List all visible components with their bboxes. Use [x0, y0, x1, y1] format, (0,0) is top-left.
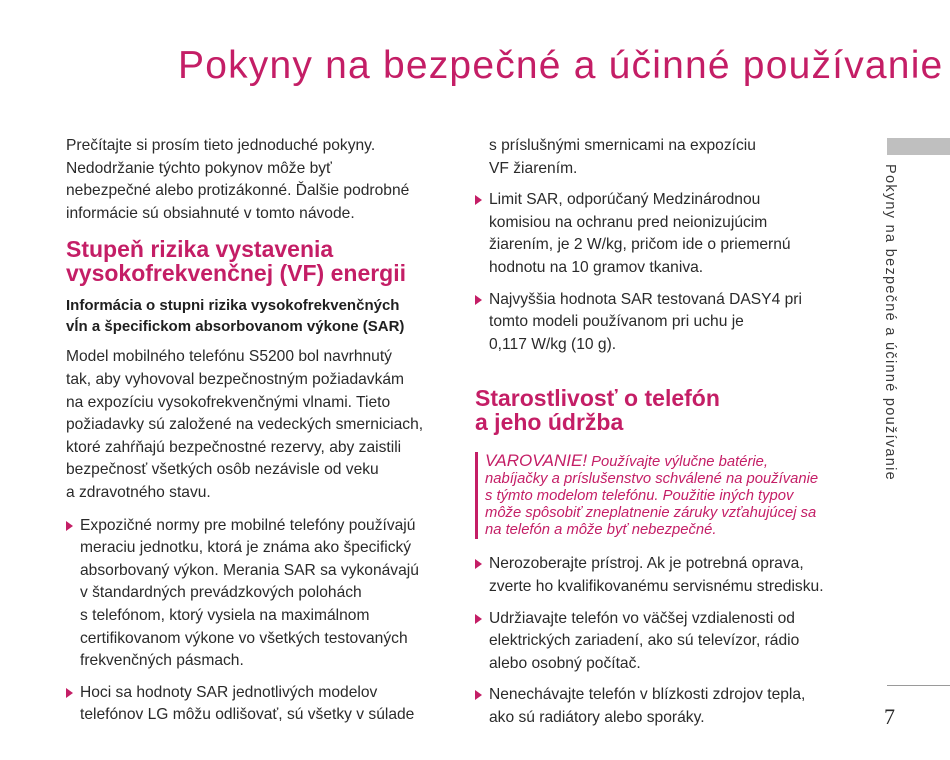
bullet-line: hodnotu na 10 gramov tkaniva.	[489, 258, 704, 276]
bullet-item	[475, 289, 850, 357]
page-number: 7	[884, 704, 895, 729]
bullet-arrow-icon	[475, 559, 482, 569]
bullet-line: tomto modeli používanom pri uchu je	[489, 313, 744, 331]
bullet-line: VF žiarením.	[489, 159, 578, 177]
section-heading-rf-exposure	[66, 237, 456, 285]
intro-line: Nedodržanie týchto pokynov môže byť	[66, 159, 332, 177]
warning-line: môže spôsobiť zneplatnenie záruky vzťahujúcej sa	[485, 505, 817, 522]
bullet-line: elektrických zariadení, ako sú televízor, rádio	[489, 632, 800, 650]
bullet-continuation	[475, 135, 850, 180]
bullet-arrow-icon	[475, 614, 482, 624]
bullet-item	[475, 608, 850, 676]
bullet-item	[475, 189, 850, 279]
heading-line: vysokofrekvenčnej (VF) energii	[66, 260, 407, 287]
warning-box	[475, 452, 850, 539]
bullet-line: komisiou na ochranu pred neionizujúcim	[489, 213, 768, 231]
heading-line: Stupeň rizika vystavenia	[66, 236, 334, 263]
sidebar-vertical-title: Pokyny na bezpečné a účinné používanie	[882, 164, 898, 482]
warning-line: nabíjačky a príslušenstvo schválené na používanie	[485, 471, 819, 488]
bullet-line: Nerozoberajte prístroj. Ak je potrebná oprava,	[489, 555, 804, 573]
bullet-line: absorbovaný výkon. Merania SAR sa vykonávajú	[80, 561, 419, 579]
bullet-line: meraciu jednotku, ktorá je známa ako špecifický	[80, 539, 412, 557]
page-number-rule	[887, 685, 950, 686]
bullet-line: telefónov LG môžu odlišovať, sú všetky v súlade	[80, 706, 415, 724]
bullet-line: 0,117 W/kg (10 g).	[489, 335, 617, 353]
bullet-item	[475, 684, 850, 729]
bullet-line: certifikovanom výkone vo všetkých testovaných	[80, 629, 408, 647]
body-line: ktoré zahŕňajú bezpečnostné rezervy, aby zaistili	[66, 438, 402, 456]
warning-label: VAROVANIE!	[485, 451, 588, 471]
intro-line: Prečítajte si prosím tieto jednoduché pokyny.	[66, 137, 376, 154]
bullet-arrow-icon	[66, 521, 73, 531]
bullet-line: žiarením, je 2 W/kg, pričom ide o priemernú	[489, 236, 791, 254]
right-column	[475, 135, 850, 739]
section-heading-phone-care	[475, 386, 850, 434]
bullet-line: frekvenčných pásmach.	[80, 652, 244, 670]
body-line: a zdravotného stavu.	[66, 483, 211, 501]
bullet-arrow-icon	[475, 295, 482, 305]
left-column	[66, 135, 456, 736]
body-line: bezpečnosť všetkých osôb nezávisle od veku	[66, 461, 379, 479]
body-line: Model mobilného telefónu S5200 bol navrhnutý	[66, 348, 392, 366]
bullet-line: v štandardných prevádzkových polohách	[80, 584, 362, 602]
bullet-item	[475, 553, 850, 598]
bullet-line: Najvyššia hodnota SAR testovaná DASY4 pri	[489, 290, 802, 308]
intro-line: informácie sú obsiahnuté v tomto návode.	[66, 204, 355, 222]
bullet-line: s telefónom, ktorý vysiela na maximálnom	[80, 606, 370, 624]
body-line: požiadavky sú založené na vedeckých smerniciach,	[66, 416, 424, 434]
warning-text: Používajte výlučne batérie,	[587, 454, 768, 471]
bullet-arrow-icon	[475, 195, 482, 205]
bullet-line: alebo osobný počítač.	[489, 654, 641, 672]
subheading-line: Informácia o stupni rizika vysokofrekvenčných	[66, 297, 400, 315]
intro-paragraph	[66, 135, 456, 225]
subheading-sar-info	[66, 295, 456, 337]
bullet-item	[66, 682, 456, 727]
bullet-line: Expozičné normy pre mobilné telefóny používajú	[80, 516, 416, 534]
bullet-arrow-icon	[66, 688, 73, 698]
warning-line: s týmto modelom telefónu. Použitie iných typov	[485, 488, 794, 505]
page-title: Pokyny na bezpečné a účinné používanie	[178, 44, 944, 87]
intro-line: nebezpečné alebo protizákonné. Ďalšie podrobné	[66, 182, 410, 200]
bullet-arrow-icon	[475, 690, 482, 700]
warning-line	[485, 452, 850, 471]
sar-body-paragraph	[66, 346, 456, 504]
bullet-line: Nenechávajte telefón v blízkosti zdrojov tepla,	[489, 686, 806, 704]
bullet-line: Udržiavajte telefón vo väčšej vzdialenosti od	[489, 609, 795, 627]
subheading-line: vĺn a špecifickom absorbovanom výkone (SAR)	[66, 318, 405, 336]
bullet-line: Limit SAR, odporúčaný Medzinárodnou	[489, 191, 761, 209]
heading-line: Starostlivosť o telefón	[475, 385, 720, 412]
warning-line: na telefón a môže byť nebezpečné.	[485, 522, 717, 539]
bullet-line: zverte ho kvalifikovanému servisnému stredisku.	[489, 577, 824, 595]
heading-line: a jeho údržba	[475, 409, 624, 436]
body-line: na expozíciu vysokofrekvenčnými vlnami. Tieto	[66, 393, 391, 411]
body-line: tak, aby vyhovoval bezpečnostným požiadavkám	[66, 370, 405, 388]
bullet-line: Hoci sa hodnoty SAR jednotlivých modelov	[80, 683, 378, 701]
bullet-line: ako sú radiátory alebo sporáky.	[489, 708, 705, 726]
bullet-item	[66, 515, 456, 673]
bullet-line: s príslušnými smernicami na expozíciu	[489, 137, 756, 154]
sidebar-tab-bar	[887, 138, 950, 155]
